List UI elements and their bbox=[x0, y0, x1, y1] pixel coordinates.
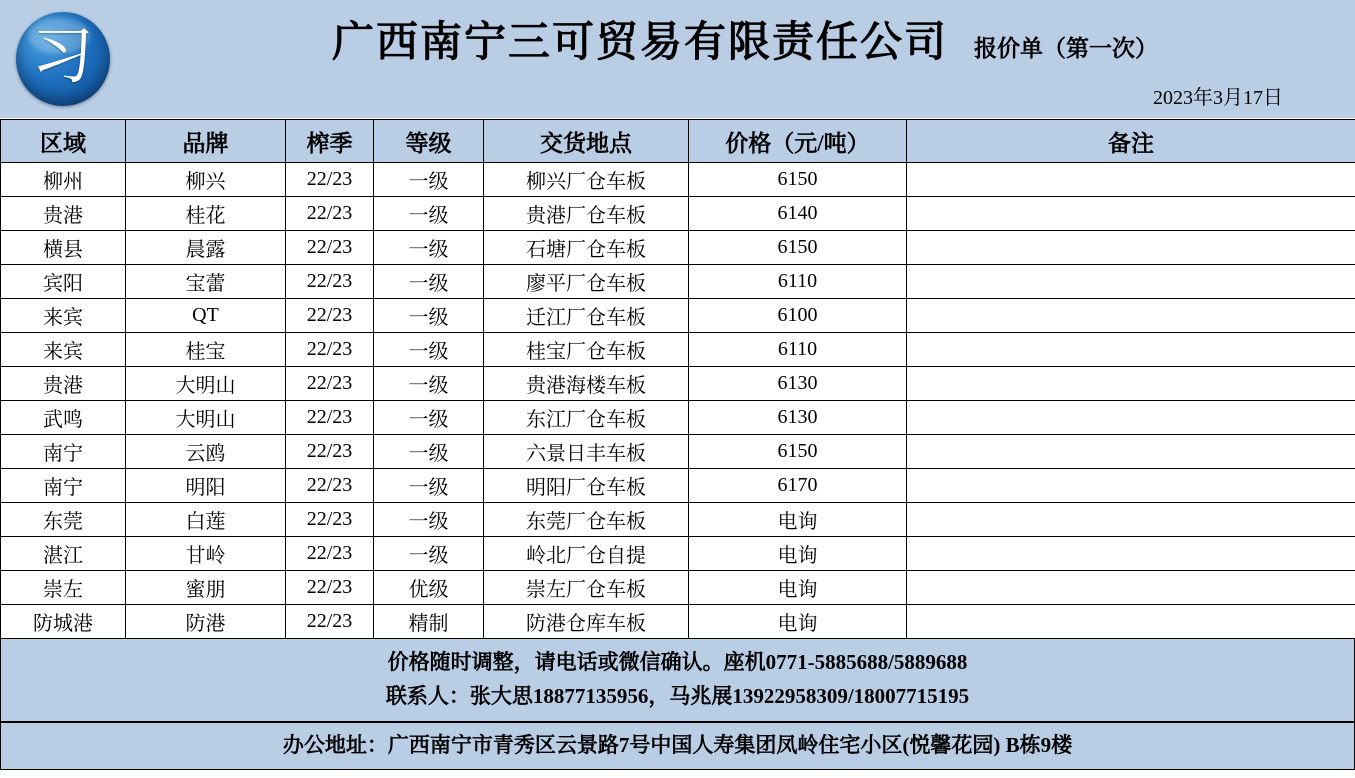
notes-block bbox=[0, 639, 1355, 722]
cell-brand: 甘岭 bbox=[126, 537, 286, 571]
cell-brand: 柳兴 bbox=[126, 163, 286, 197]
table-row bbox=[1, 265, 1355, 299]
table-row bbox=[1, 401, 1355, 435]
cell-season: 22/23 bbox=[286, 265, 374, 299]
cell-grade: 一级 bbox=[374, 333, 484, 367]
cell-brand: 云鸥 bbox=[126, 435, 286, 469]
cell-brand: 大明山 bbox=[126, 367, 286, 401]
date-row bbox=[135, 81, 1355, 110]
cell-remark bbox=[907, 367, 1355, 401]
cell-place: 迁江厂仓车板 bbox=[484, 299, 689, 333]
cell-price: 6170 bbox=[689, 469, 907, 503]
cell-grade: 一级 bbox=[374, 401, 484, 435]
cell-season: 22/23 bbox=[286, 435, 374, 469]
cell-price: 电询 bbox=[689, 537, 907, 571]
cell-remark bbox=[907, 435, 1355, 469]
cell-place: 贵港海楼车板 bbox=[484, 367, 689, 401]
table-row bbox=[1, 605, 1355, 639]
cell-price: 6110 bbox=[689, 265, 907, 299]
cell-area: 宾阳 bbox=[1, 265, 126, 299]
price-table bbox=[0, 119, 1355, 639]
title-block bbox=[125, 0, 1355, 118]
table-row bbox=[1, 537, 1355, 571]
company-title: 广西南宁三可贸易有限责任公司 bbox=[331, 19, 948, 66]
cell-place: 贵港厂仓车板 bbox=[484, 197, 689, 231]
cell-brand: 晨露 bbox=[126, 231, 286, 265]
table-row bbox=[1, 197, 1355, 231]
cell-remark bbox=[907, 197, 1355, 231]
cell-area: 来宾 bbox=[1, 333, 126, 367]
cell-price: 6150 bbox=[689, 231, 907, 265]
cell-season: 22/23 bbox=[286, 571, 374, 605]
cell-place: 岭北厂仓自提 bbox=[484, 537, 689, 571]
table-row bbox=[1, 571, 1355, 605]
cell-place: 廖平厂仓车板 bbox=[484, 265, 689, 299]
cell-season: 22/23 bbox=[286, 537, 374, 571]
cell-area: 南宁 bbox=[1, 435, 126, 469]
column-header-brand: 品牌 bbox=[126, 120, 286, 163]
cell-place: 石塘厂仓车板 bbox=[484, 231, 689, 265]
table-row bbox=[1, 469, 1355, 503]
column-header-price: 价格（元/吨） bbox=[689, 120, 907, 163]
cell-remark bbox=[907, 605, 1355, 639]
cell-price: 电询 bbox=[689, 571, 907, 605]
cell-area: 贵港 bbox=[1, 197, 126, 231]
cell-grade: 一级 bbox=[374, 163, 484, 197]
cell-brand: 防港 bbox=[126, 605, 286, 639]
cell-season: 22/23 bbox=[286, 503, 374, 537]
cell-place: 防港仓库车板 bbox=[484, 605, 689, 639]
cell-place: 崇左厂仓车板 bbox=[484, 571, 689, 605]
cell-remark bbox=[907, 299, 1355, 333]
cell-season: 22/23 bbox=[286, 469, 374, 503]
cell-season: 22/23 bbox=[286, 401, 374, 435]
cell-remark bbox=[907, 401, 1355, 435]
cell-remark bbox=[907, 265, 1355, 299]
cell-area: 武鸣 bbox=[1, 401, 126, 435]
cell-brand: QT bbox=[126, 299, 286, 333]
cell-remark bbox=[907, 503, 1355, 537]
table-row bbox=[1, 333, 1355, 367]
cell-remark bbox=[907, 537, 1355, 571]
quotation-label: 报价单（第一次） bbox=[974, 35, 1158, 61]
cell-place: 六景日丰车板 bbox=[484, 435, 689, 469]
cell-remark bbox=[907, 231, 1355, 265]
cell-remark bbox=[907, 333, 1355, 367]
table-row bbox=[1, 163, 1355, 197]
table-row bbox=[1, 299, 1355, 333]
logo-glyph: 习 bbox=[31, 23, 94, 91]
cell-brand: 大明山 bbox=[126, 401, 286, 435]
cell-area: 来宾 bbox=[1, 299, 126, 333]
cell-brand: 蜜朋 bbox=[126, 571, 286, 605]
cell-grade: 一级 bbox=[374, 299, 484, 333]
cell-area: 贵港 bbox=[1, 367, 126, 401]
cell-grade: 一级 bbox=[374, 503, 484, 537]
cell-price: 6110 bbox=[689, 333, 907, 367]
cell-price: 6130 bbox=[689, 367, 907, 401]
cell-grade: 一级 bbox=[374, 197, 484, 231]
table-header-row bbox=[1, 120, 1355, 163]
cell-brand: 宝蕾 bbox=[126, 265, 286, 299]
cell-area: 南宁 bbox=[1, 469, 126, 503]
cell-price: 6150 bbox=[689, 163, 907, 197]
cell-grade: 精制 bbox=[374, 605, 484, 639]
cell-price: 6100 bbox=[689, 299, 907, 333]
cell-place: 柳兴厂仓车板 bbox=[484, 163, 689, 197]
cell-remark bbox=[907, 469, 1355, 503]
cell-season: 22/23 bbox=[286, 197, 374, 231]
cell-remark bbox=[907, 571, 1355, 605]
cell-brand: 明阳 bbox=[126, 469, 286, 503]
cell-grade: 一级 bbox=[374, 469, 484, 503]
cell-season: 22/23 bbox=[286, 333, 374, 367]
cell-season: 22/23 bbox=[286, 163, 374, 197]
cell-area: 湛江 bbox=[1, 537, 126, 571]
table-row bbox=[1, 231, 1355, 265]
table-body bbox=[1, 163, 1355, 639]
note-line-pricing: 价格随时调整，请电话或微信确认。座机0771-5885688/5889688 bbox=[387, 650, 968, 674]
cell-grade: 一级 bbox=[374, 367, 484, 401]
table-row bbox=[1, 503, 1355, 537]
cell-price: 6130 bbox=[689, 401, 907, 435]
cell-price: 6150 bbox=[689, 435, 907, 469]
cell-price: 电询 bbox=[689, 605, 907, 639]
cell-brand: 桂宝 bbox=[126, 333, 286, 367]
cell-brand: 桂花 bbox=[126, 197, 286, 231]
cell-remark bbox=[907, 163, 1355, 197]
document-header bbox=[0, 0, 1355, 119]
cell-grade: 优级 bbox=[374, 571, 484, 605]
cell-place: 桂宝厂仓车板 bbox=[484, 333, 689, 367]
cell-grade: 一级 bbox=[374, 435, 484, 469]
cell-grade: 一级 bbox=[374, 265, 484, 299]
cell-grade: 一级 bbox=[374, 231, 484, 265]
cell-area: 横县 bbox=[1, 231, 126, 265]
cell-place: 明阳厂仓车板 bbox=[484, 469, 689, 503]
column-header-area: 区域 bbox=[1, 120, 126, 163]
column-header-grade: 等级 bbox=[374, 120, 484, 163]
table-row bbox=[1, 367, 1355, 401]
table-header bbox=[1, 120, 1355, 163]
cell-area: 柳州 bbox=[1, 163, 126, 197]
cell-season: 22/23 bbox=[286, 367, 374, 401]
cell-price: 6140 bbox=[689, 197, 907, 231]
cell-place: 东莞厂仓车板 bbox=[484, 503, 689, 537]
logo-circle-icon bbox=[16, 12, 110, 106]
cell-place: 东江厂仓车板 bbox=[484, 401, 689, 435]
column-header-season: 榨季 bbox=[286, 120, 374, 163]
cell-area: 崇左 bbox=[1, 571, 126, 605]
note-line-contacts: 联系人：张大思18877135956，马兆展13922958309/18007715195 bbox=[385, 684, 970, 708]
cell-grade: 一级 bbox=[374, 537, 484, 571]
column-header-place: 交货地点 bbox=[484, 120, 689, 163]
cell-season: 22/23 bbox=[286, 231, 374, 265]
office-address: 办公地址：广西南宁市青秀区云景路7号中国人寿集团凤岭住宅小区(悦馨花园) B栋9楼 bbox=[0, 722, 1355, 770]
column-header-remark: 备注 bbox=[907, 120, 1355, 163]
cell-brand: 白莲 bbox=[126, 503, 286, 537]
table-row bbox=[1, 435, 1355, 469]
title-row bbox=[135, 9, 1355, 69]
cell-season: 22/23 bbox=[286, 605, 374, 639]
cell-area: 东莞 bbox=[1, 503, 126, 537]
company-logo bbox=[0, 0, 125, 118]
quotation-date: 2023年3月17日 bbox=[1153, 86, 1283, 109]
cell-season: 22/23 bbox=[286, 299, 374, 333]
cell-price: 电询 bbox=[689, 503, 907, 537]
cell-area: 防城港 bbox=[1, 605, 126, 639]
